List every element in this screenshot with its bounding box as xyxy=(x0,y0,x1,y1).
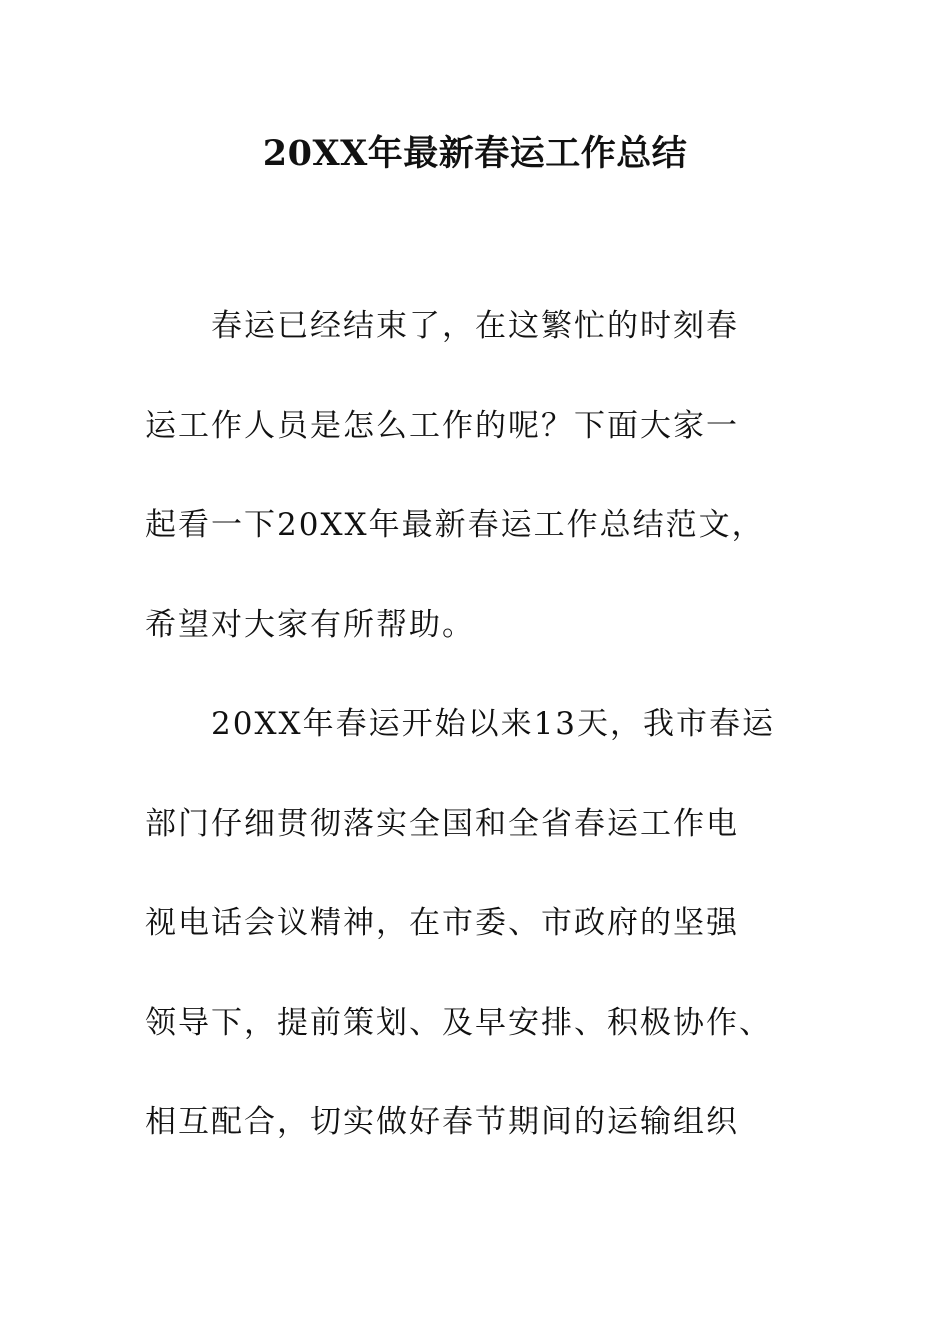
paragraph-line: 部门仔细贯彻落实全国和全省春运工作电 xyxy=(145,806,739,842)
paragraph-line: 视电话会议精神，在市委、市政府的坚强 xyxy=(145,905,739,941)
paragraph-1-line-3 xyxy=(145,500,825,550)
paragraph-line: 起看一下20XX年最新春运工作总结范文， xyxy=(145,507,765,543)
paragraph-2-line-2 xyxy=(145,799,825,849)
paragraph-1 xyxy=(145,301,825,351)
paragraph-line: 希望对大家有所帮助。 xyxy=(145,607,475,643)
paragraph-1-line-2 xyxy=(145,401,825,451)
paragraph-line: 领导下，提前策划、及早安排、积极协作、 xyxy=(145,1005,772,1041)
paragraph-line: 运工作人员是怎么工作的呢？下面大家一 xyxy=(145,408,739,444)
paragraph-line: 春运已经结束了，在这繁忙的时刻春 xyxy=(145,308,739,344)
paragraph-line: 20XX年春运开始以来13天，我市春运 xyxy=(145,706,776,742)
paragraph-2-line-3 xyxy=(145,898,825,948)
paragraph-2 xyxy=(145,699,825,749)
paragraph-1-line-4 xyxy=(145,600,825,650)
paragraph-2-line-4 xyxy=(145,998,825,1048)
paragraph-line: 相互配合，切实做好春节期间的运输组织 xyxy=(145,1104,739,1140)
paragraph-2-line-5 xyxy=(145,1097,825,1147)
document-title: 20XX年最新春运工作总结 xyxy=(262,133,688,174)
